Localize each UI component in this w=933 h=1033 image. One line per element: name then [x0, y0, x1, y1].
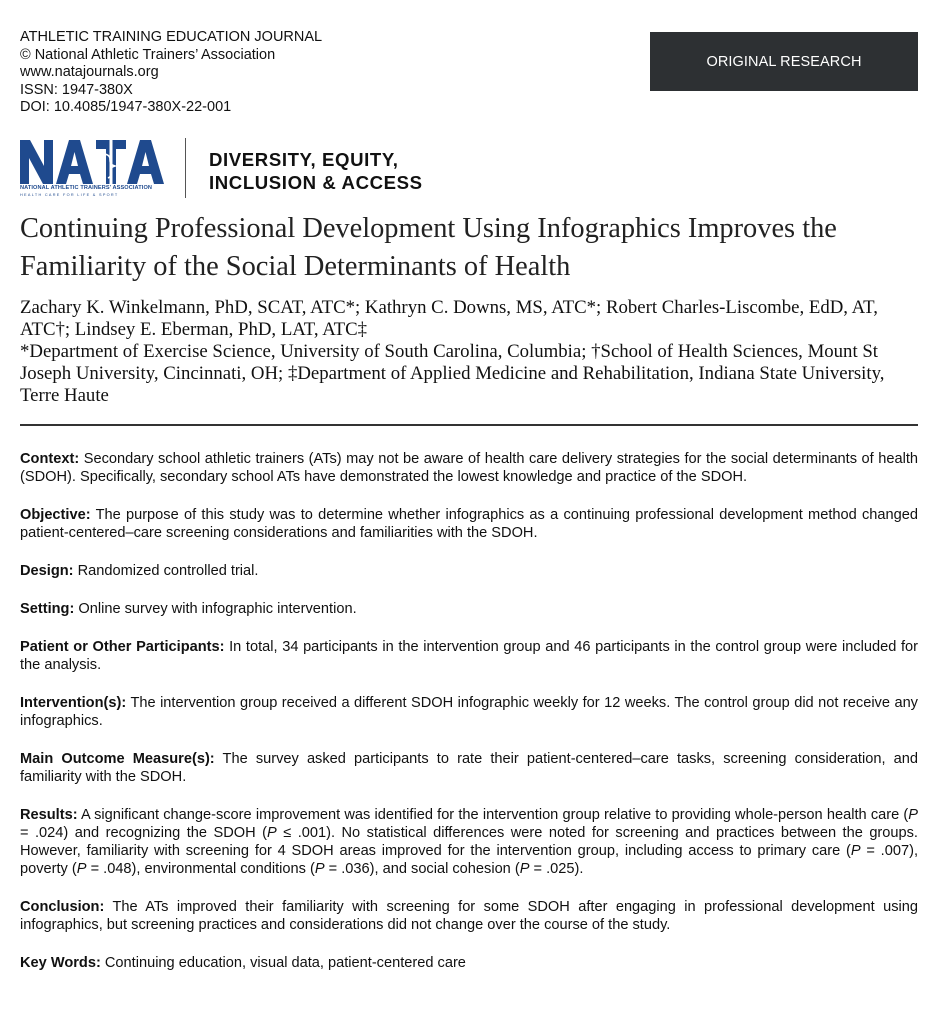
abstract-participants-text: In total, 34 participants in the intervention group and 46 participants in the control group were included for the analysis.	[20, 639, 919, 673]
abstract-intervention	[20, 694, 918, 730]
nata-logo-mark	[20, 136, 166, 186]
abstract-conclusion-label: Conclusion:	[20, 899, 105, 915]
abstract-outcome-label: Main Outcome Measure(s):	[20, 751, 215, 767]
article-type-badge: ORIGINAL RESEARCH	[650, 32, 918, 91]
abstract-results-text-1: A significant change-score improvement was identified for the intervention group relative to providing whole-person health care (	[80, 807, 909, 823]
journal-issn: ISSN: 1947-380X	[20, 81, 133, 98]
abstract-participants	[20, 638, 918, 674]
abstract-conclusion-text: The ATs improved their familiarity with screening for some SDOH after engaging in professional development using infographics, but screening practices and considerations did not change over the course of the study.	[20, 899, 918, 933]
abstract-intervention-text: The intervention group received a different SDOH infographic weekly for 12 weeks. The control group did not receive any infographics.	[20, 695, 918, 729]
p-value-symbol: P	[76, 861, 87, 877]
abstract-keywords-label: Key Words:	[20, 955, 101, 971]
abstract-results-text-3: ≤ .001). No statistical differences were noted for screening and practices between the groups. However, familiarity with screening for 4 SDOH areas improved for the intervention group, including access to primary care (	[20, 825, 918, 859]
abstract-participants-label: Patient or Other Participants:	[20, 639, 225, 655]
p-value-symbol: P	[908, 807, 919, 823]
journal-copyright: © National Athletic Trainers’ Association	[20, 46, 276, 63]
abstract-results-text-7: = .025).	[529, 861, 584, 877]
abstract-objective-label: Objective:	[20, 507, 91, 523]
abstract-context-text: Secondary school athletic trainers (ATs) may not be aware of health care delivery strategies for the social determinants of health (SDOH). Specifically, secondary school ATs have demonstrated the lowest knowledge and practice of the SDOH.	[20, 451, 918, 485]
article-authors: Zachary K. Winkelmann, PhD, SCAT, ATC*; Kathryn C. Downs, MS, ATC*; Robert Charles-Liscombe, EdD, AT, ATC†; Lindsey E. Eberman, PhD, LAT, ATC‡	[20, 297, 878, 340]
abstract-outcome	[20, 750, 918, 786]
abstract-results	[20, 806, 918, 878]
article-affiliations: *Department of Exercise Science, University of South Carolina, Columbia; †School of Health Sciences, Mount St Joseph University, Cincinnati, OH; ‡Department of Applied Medicine and Rehabilitation, Indiana State University, Terre Haute	[20, 341, 885, 406]
p-value-symbol: P	[267, 825, 277, 841]
abstract-intervention-label: Intervention(s):	[20, 695, 127, 711]
abstract-design-label: Design:	[20, 563, 74, 579]
logo-divider	[185, 138, 186, 198]
p-value-symbol: P	[314, 861, 325, 877]
abstract-design-text: Randomized controlled trial.	[77, 563, 259, 579]
p-value-symbol: P	[519, 861, 530, 877]
section-label	[209, 148, 423, 194]
abstract-objective	[20, 506, 918, 542]
abstract-setting-text: Online survey with infographic intervention.	[78, 601, 357, 617]
abstract-setting	[20, 600, 918, 618]
abstract-context	[20, 450, 918, 486]
abstract	[20, 450, 918, 972]
abstract-conclusion	[20, 898, 918, 934]
abstract-setting-label: Setting:	[20, 601, 75, 617]
abstract-results-text-2: = .024) and recognizing the SDOH (	[20, 825, 267, 841]
nata-logo	[20, 136, 166, 200]
abstract-results-text-6: = .036), and social cohesion (	[324, 861, 520, 877]
section-label-line2: INCLUSION & ACCESS	[209, 172, 423, 193]
logo-tagline: HEALTH CARE FOR LIFE & SPORT	[20, 193, 119, 197]
abstract-results-text-4: = .007), poverty (	[20, 843, 918, 877]
journal-doi[interactable]: DOI: 10.4085/1947-380X-22-001	[20, 99, 232, 116]
abstract-results-text-5: = .048), environmental conditions (	[86, 861, 315, 877]
abstract-results-label: Results:	[20, 807, 78, 823]
abstract-design	[20, 562, 918, 580]
section-label-line1: DIVERSITY, EQUITY,	[209, 149, 399, 170]
abstract-keywords	[20, 954, 918, 972]
abstract-outcome-text: The survey asked participants to rate their patient-centered–care tasks, screening consideration, and familiarity with the SDOH.	[20, 751, 918, 785]
abstract-objective-text: The purpose of this study was to determine whether infographics as a continuing professional development method changed patient-centered–care screening considerations and familiarities with the SDOH.	[20, 507, 918, 541]
p-value-symbol: P	[850, 843, 861, 859]
header-divider	[20, 424, 918, 426]
journal-info	[20, 29, 322, 117]
logo-subtitle: NATIONAL ATHLETIC TRAINERS’ ASSOCIATION	[20, 185, 153, 191]
journal-website[interactable]: www.natajournals.org	[20, 64, 159, 81]
article-title: Continuing Professional Development Using Infographics Improves the Familiarity of the Social Determinants of Health	[20, 213, 837, 282]
journal-name: ATHLETIC TRAINING EDUCATION JOURNAL	[20, 29, 323, 45]
abstract-keywords-text: Continuing education, visual data, patient-centered care	[104, 955, 466, 971]
abstract-context-label: Context:	[20, 451, 80, 467]
